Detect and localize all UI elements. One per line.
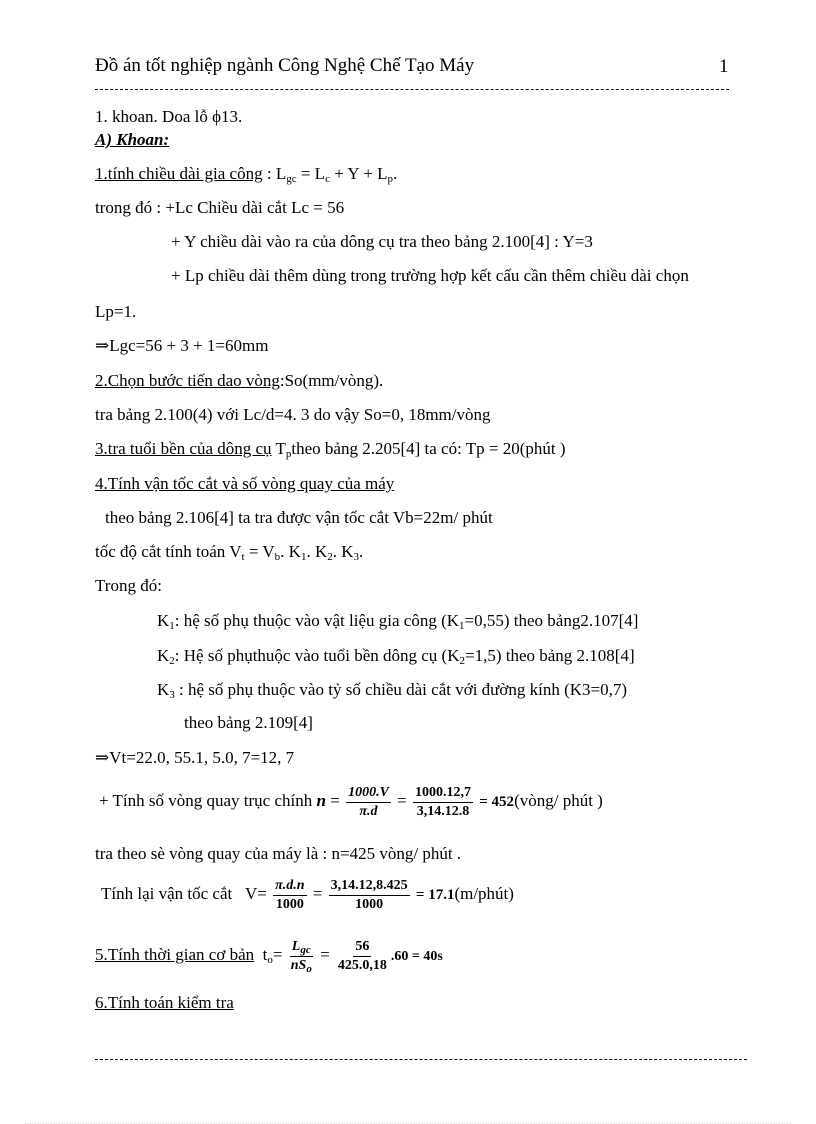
t-frac1-den: nS <box>290 957 307 973</box>
header-divider <box>95 89 729 90</box>
step2-suffix: :So(mm/vòng). <box>279 371 384 390</box>
step2-line <box>95 371 383 391</box>
t-frac2-den: 425.0,18 <box>337 957 387 973</box>
n-frac2-num: 1000.12,7 <box>413 785 473 803</box>
step5-label: 5.Tính thời gian cơ bản <box>95 945 255 964</box>
v-frac2-den: 1000 <box>355 896 384 912</box>
vt-result: ⇒Vt=22.0, 55.1, 5.0, 7=12, 7 <box>95 748 295 767</box>
document-header-title: Đồ án tốt nghiệp ngành Công Nghệ Chế Tạo Máy <box>95 55 475 76</box>
step3-suffix: theo bảng 2.205[4] ta có: Tp = 20(phút ) <box>291 439 566 458</box>
v-formula-line: Tính lại vận tốc cắt V= $\frac{\pi.d.n}{1000}$ = $\frac{3,14.12,8.425}{1000}$ = 17.1(m/phút) <box>101 877 514 912</box>
k2-text: : Hệ số phụthuộc vào tuổi bền dông cụ (K <box>174 646 460 665</box>
t-frac2-num: 56 <box>353 939 371 957</box>
step1-lp-value: Lp=1. <box>95 302 137 321</box>
step1-formula: : $L_{gc} = L_c + Y + L_p$. <box>266 164 398 185</box>
page-number: 1 <box>719 56 729 77</box>
n-fraction-values <box>413 785 473 820</box>
v-frac2-num: 3,14.12,8.425 <box>329 878 410 896</box>
step3-line <box>95 439 566 459</box>
k2-line: $K_2$: Hệ số phụthuộc vào tuổi bền dông cụ $(K_2=1,5)$ theo bảng 2.108[4] <box>157 646 635 667</box>
step2-detail: tra bảng 2.100(4) với Lc/d=4. 3 do vậy So=0, 18mm/vòng <box>95 405 491 424</box>
section-heading: 1. khoan. Doa lỗ ϕ13. <box>95 107 243 126</box>
step1-intro: trong đó : +Lc Chiều dài cắt Lc = 56 <box>95 198 345 217</box>
step1-lp-line: + Lp chiều dài thêm dùng trong trường hợp kết cấu cần thêm chiều dài chọn <box>171 266 689 285</box>
k3-line: $K_3$ : hệ số phụ thuộc vào tỷ số chiều dài cắt với đường kính (K3=0,7) <box>157 680 628 701</box>
step5-line: 5.Tính thời gian cơ bản $t_o=$ $\frac{L_{gc}}{nS_o}$ = $\frac{56}{425.0,18}$ .60 = 40s <box>95 938 443 975</box>
step1-label: 1.tính chiều dài gia công <box>95 164 263 183</box>
n-label: + Tính số vòng quay trục chính <box>99 791 313 810</box>
machine-speed-line: tra theo sè vòng quay của máy là : n=425 vòng/ phút . <box>95 844 462 863</box>
n-fraction-general <box>346 785 391 820</box>
k1-text: hệ số phụ thuộc vào vật liệu gia công (K <box>183 611 460 630</box>
step1-result: ⇒Lgc=56 + 3 + 1=60mm <box>95 336 269 355</box>
step3-label: 3.tra tuổi bền của dông cụ <box>95 439 272 458</box>
k2-tail: =1,5) theo bảng 2.108[4] <box>464 646 635 665</box>
subheading-khoan: A) Khoan: <box>95 130 170 149</box>
n-frac1-den: π.d <box>359 803 378 819</box>
k1-line: $K_1$: hệ số phụ thuộc vào vật liệu gia công $(K_1=0,55)$ theo bảng2.107[4] <box>157 611 639 632</box>
v-unit: (m/phút) <box>454 884 514 903</box>
v-result: = 17.1 <box>415 887 455 903</box>
k3-text: : hệ số phụ thuộc vào tỷ số chiều dài cắt với đường kính (K3=0,7) <box>174 680 628 699</box>
t-result: .60 = 40s <box>390 949 443 964</box>
t-fraction-values <box>336 939 389 974</box>
step1-line <box>95 164 397 184</box>
v-label: Tính lại vận tốc cắt <box>101 884 233 903</box>
step4-calc: tốc độ cắt tính toán $V_t = V_b$. $K_1$. $K_2$. $K_3$. <box>95 542 364 563</box>
k1-tail: =0,55) theo bảng2.107[4] <box>464 611 639 630</box>
n-unit: (vòng/ phút ) <box>514 791 603 810</box>
v-frac1-num: π.d.n <box>273 878 306 896</box>
step2-label: 2.Chọn bước tiến dao vòng <box>95 371 280 390</box>
step4-calc-prefix: tốc độ cắt tính toán V <box>95 542 242 561</box>
step4-table-line: theo bảng 2.106[4] ta tra được vận tốc cắt Vb=22m/ phút <box>105 508 493 527</box>
k3-table: theo bảng 2.109[4] <box>184 713 313 732</box>
v-fraction-general <box>273 878 306 913</box>
t-frac1-num: L <box>291 938 301 954</box>
n-result: = 452 <box>479 794 515 810</box>
step1-y-line: + Y chiều dài vào ra của dông cụ tra theo bảng 2.100[4] : Y=3 <box>171 232 593 251</box>
n-formula-line: + Tính số vòng quay trục chính n = $\frac{1000.V}{\pi.d}$ = $\frac{1000.12,7}{3,14.12.8}$ = 452(vòng/ phút ) <box>99 784 603 819</box>
n-symbol: n <box>316 791 326 810</box>
step4-heading: 4.Tính vận tốc cắt và số vòng quay của máy <box>95 474 395 493</box>
step3-tp-symbol: $T_p$ <box>275 439 292 460</box>
n-frac2-den: 3,14.12.8 <box>416 803 470 819</box>
step6-label: 6.Tính toán kiểm tra <box>95 993 234 1012</box>
t-fraction-general: $\frac{L_{gc}}{nS_o}$ <box>290 938 312 975</box>
v-frac1-den: 1000 <box>275 896 304 912</box>
footer-divider <box>95 1059 747 1060</box>
n-frac1-num: 1000.V <box>346 785 391 803</box>
step4-where: Trong đó: <box>95 576 162 595</box>
v-fraction-values <box>329 878 410 913</box>
